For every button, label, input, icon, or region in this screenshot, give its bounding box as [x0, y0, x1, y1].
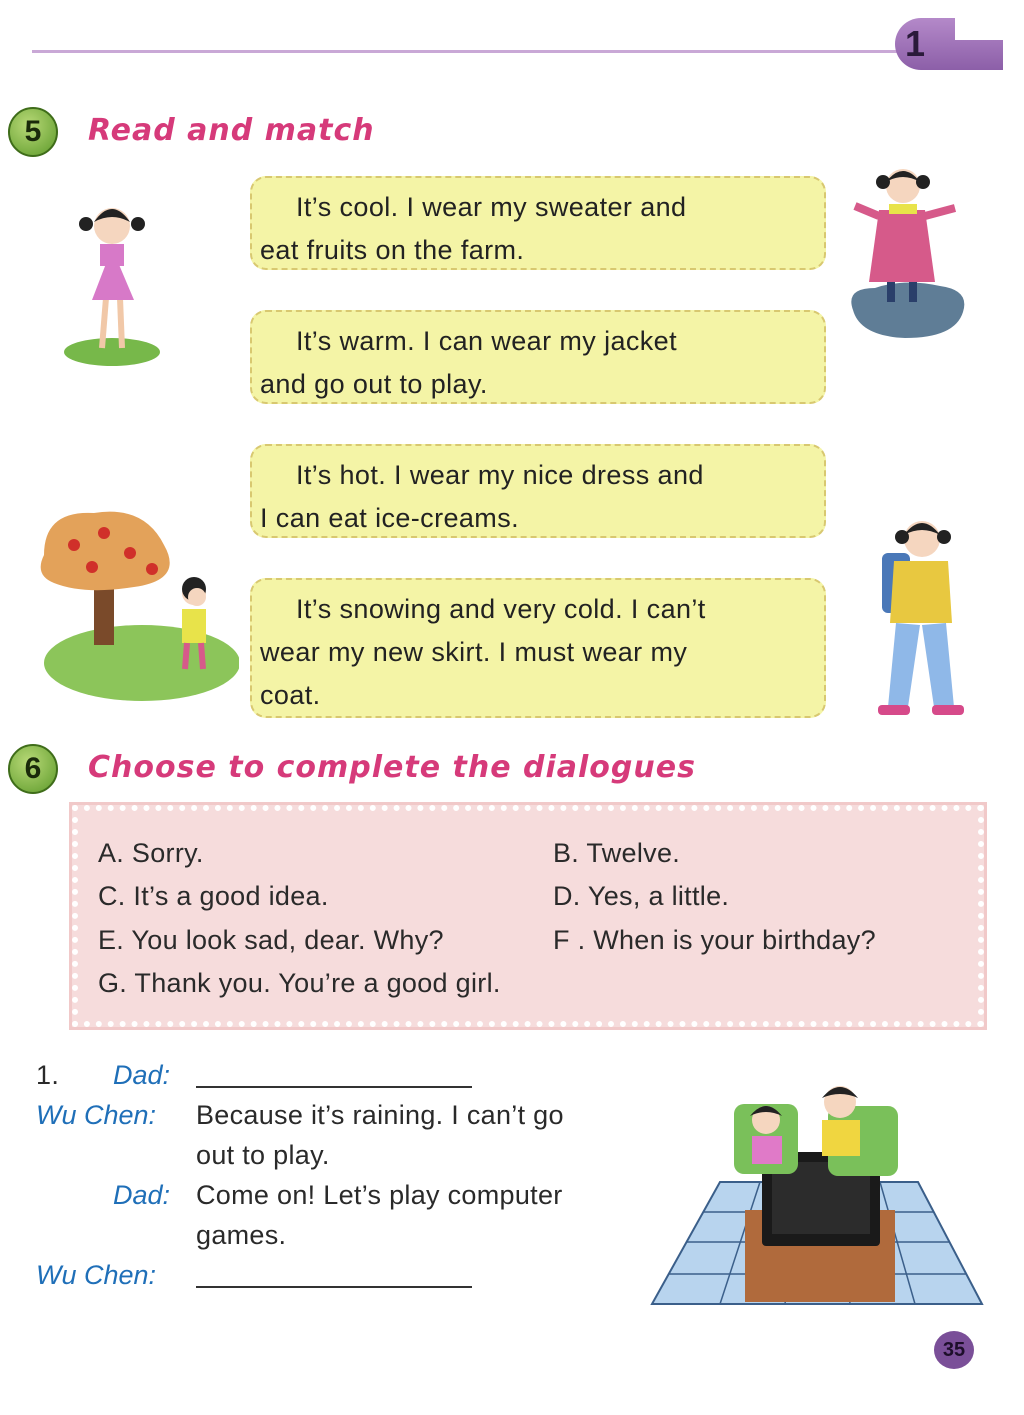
option-b: B. Twelve. [553, 838, 681, 868]
girl-yellow-jacket-illustration [866, 515, 976, 725]
dad-line-2: games. [196, 1220, 287, 1250]
bubble-1-line-2: eat fruits on the farm. [260, 235, 525, 265]
dad-line-1: Come on! Let’s play computer [196, 1180, 563, 1210]
bubble-4-line-1: It’s snowing and very cold. I can’t [296, 594, 706, 624]
section-5-number: 5 [24, 115, 42, 148]
girl-purple-dress-illustration [62, 190, 172, 370]
section-5-badge [8, 107, 58, 157]
section-6-title: Choose to complete the dialogues [88, 750, 696, 785]
answer-blank-1[interactable] [196, 1086, 472, 1088]
option-a: A. Sorry. [98, 838, 204, 868]
bubble-1-line-1: It’s cool. I wear my sweater and [296, 192, 687, 222]
bubble-3-line-1: It’s hot. I wear my nice dress and [296, 460, 704, 490]
option-d: D. Yes, a little. [553, 881, 730, 911]
speaker-wu-chen-2: Wu Chen: [36, 1260, 157, 1290]
speaker-dad-1: Dad: [113, 1060, 171, 1090]
page-number: 35 [934, 1331, 974, 1369]
match-bubble-1 [250, 176, 826, 270]
option-f: F . When is your birthday? [553, 925, 876, 955]
children-computer-game-illustration [650, 1082, 985, 1310]
speaker-wu-chen-1: Wu Chen: [36, 1100, 157, 1130]
match-bubble-4 [250, 578, 826, 718]
bubble-4-line-3: coat. [260, 680, 321, 710]
speaker-dad-2: Dad: [113, 1180, 171, 1210]
wu-chen-line-1: Because it’s raining. I can’t go [196, 1100, 564, 1130]
section-6-badge [8, 744, 58, 794]
wu-chen-line-2: out to play. [196, 1140, 330, 1170]
bubble-3-line-2: I can eat ice-creams. [260, 503, 519, 533]
unit-tab-crop [955, 0, 1024, 40]
header-rule [32, 50, 902, 53]
match-bubble-2 [250, 310, 826, 404]
bubble-2-line-2: and go out to play. [260, 369, 488, 399]
section-5-title: Read and match [88, 113, 375, 148]
option-g: G. Thank you. You’re a good girl. [98, 968, 501, 998]
bubble-4-line-2: wear my new skirt. I must wear my [260, 637, 688, 667]
dialogue-number: 1. [36, 1060, 60, 1090]
girl-pink-coat-illustration [845, 160, 975, 350]
section-6-number: 6 [24, 752, 42, 785]
match-bubble-3 [250, 444, 826, 538]
unit-label: 1 [905, 23, 926, 64]
bubble-2-line-1: It’s warm. I can wear my jacket [296, 326, 677, 356]
option-c: C. It’s a good idea. [98, 881, 329, 911]
apple-tree-girl-illustration [34, 505, 239, 705]
option-e: E. You look sad, dear. Why? [98, 925, 444, 955]
answer-blank-2[interactable] [196, 1286, 472, 1288]
